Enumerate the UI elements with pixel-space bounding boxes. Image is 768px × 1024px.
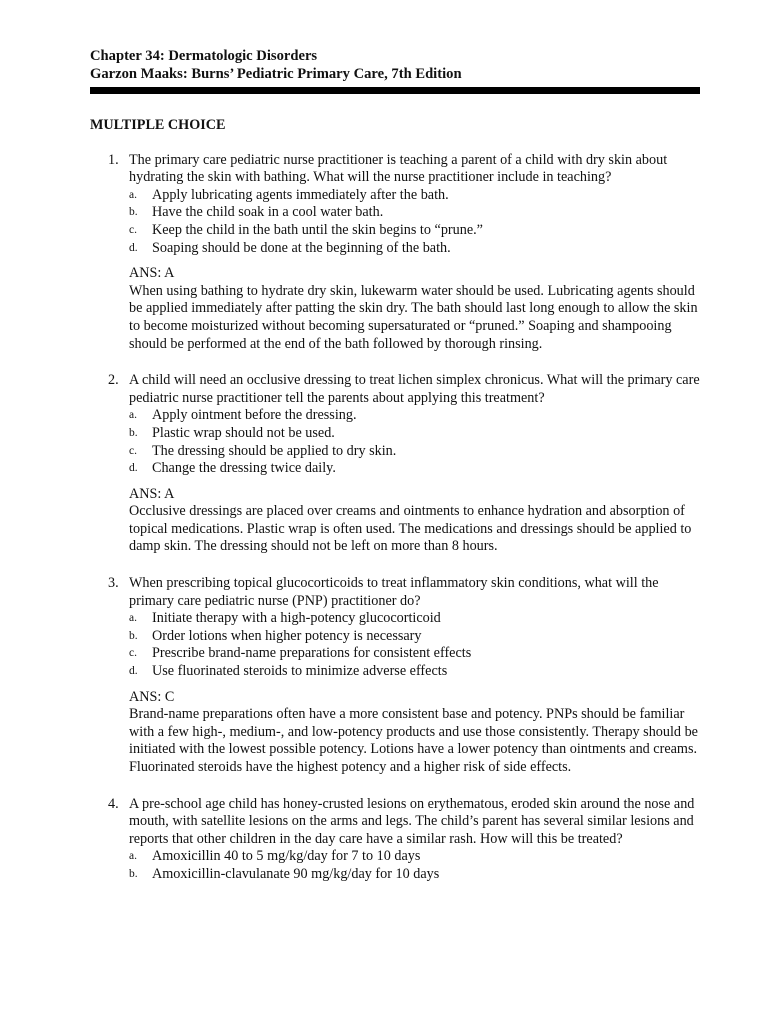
question-stem-row (90, 575, 700, 610)
choice-text: Initiate therapy with a high-potency glucocorticoid (152, 610, 441, 627)
answer-choices (129, 848, 700, 883)
choice-text: Use fluorinated steroids to minimize adverse effects (152, 663, 448, 680)
answer-choice (129, 407, 700, 425)
answer-choice (129, 610, 700, 628)
choice-letter: c. (129, 223, 137, 236)
choice-letter: d. (129, 665, 138, 678)
answer-block (129, 265, 700, 353)
question-stem-row (90, 796, 700, 849)
answer-choice (129, 425, 700, 443)
answer-key: ANS: A (129, 485, 175, 502)
answer-rationale: When using bathing to hydrate dry skin, lukewarm water should be used. Lubricating agents should be applied immediately after patting the skin dry. The bath should last long enough to allow the skin to become moisturized without becoming supersaturated or “pruned.” Soaping and shampooing should be performed at the end of the bath followed by thorough rinsing. (129, 282, 698, 352)
answer-choice (129, 204, 700, 222)
document-page (90, 47, 700, 884)
question-stem-row (90, 152, 700, 187)
question-item (90, 575, 700, 777)
answer-choice (129, 663, 700, 681)
answer-choice (129, 222, 700, 240)
choice-text: Keep the child in the bath until the skin begins to “prune.” (152, 221, 483, 238)
answer-block (129, 689, 700, 777)
choice-letter: b. (129, 206, 138, 219)
choice-text: Apply ointment before the dressing. (152, 407, 357, 424)
question-stem: A pre-school age child has honey-crusted lesions on erythematous, eroded skin around the nose and mouth, with satellite lesions on the arms and legs. The child’s parent has several similar lesions and reports that other children in the day care have a similar rash. How will this be treated? (129, 795, 695, 847)
choice-text: Order lotions when higher potency is necessary (152, 627, 422, 644)
question-item (90, 796, 700, 884)
header-rule (90, 87, 700, 94)
question-number: 2. (108, 372, 119, 389)
answer-choice (129, 628, 700, 646)
answer-rationale: Brand-name preparations often have a more consistent base and potency. PNPs should be familiar with a few high-, medium-, and low-potency products and use those consistently. Therapy should be initiated with the lowest possible potency. Lotions have a lower potency than ointments and creams. Fluorinated steroids have the highest potency and a higher risk of side effects. (129, 706, 698, 775)
question-item (90, 372, 700, 556)
answer-choice (129, 866, 700, 884)
question-stem: A child will need an occlusive dressing to treat lichen simplex chronicus. What will the primary care pediatric nurse practitioner tell the parents about applying this treatment? (129, 372, 700, 406)
choice-text: Prescribe brand-name preparations for consistent effects (152, 645, 472, 662)
choice-letter: d. (129, 462, 138, 475)
choice-letter: b. (129, 426, 138, 439)
choice-letter: c. (129, 444, 137, 457)
choice-letter: a. (129, 409, 137, 422)
choice-text: Plastic wrap should not be used. (152, 424, 335, 441)
question-number: 3. (108, 575, 119, 592)
choice-letter: a. (129, 850, 137, 863)
answer-key: ANS: A (129, 265, 175, 282)
question-item (90, 152, 700, 354)
choice-letter: b. (129, 867, 138, 880)
answer-choices (129, 187, 700, 257)
choice-text: Amoxicillin-clavulanate 90 mg/kg/day for 10 days (152, 865, 440, 882)
answer-choice (129, 460, 700, 478)
question-stem: When prescribing topical glucocorticoids to treat inflammatory skin conditions, what will the primary care pediatric nurse (PNP) practitioner do? (129, 575, 659, 609)
question-list (90, 152, 700, 884)
question-number: 1. (108, 151, 119, 168)
answer-choices (129, 407, 700, 477)
choice-text: Apply lubricating agents immediately after the bath. (152, 186, 449, 203)
answer-choice (129, 187, 700, 205)
answer-choices (129, 610, 700, 680)
choice-text: Amoxicillin 40 to 5 mg/kg/day for 7 to 10 days (152, 848, 421, 865)
answer-choice (129, 848, 700, 866)
chapter-title: Chapter 34: Dermatologic Disorders (90, 48, 318, 64)
choice-text: Have the child soak in a cool water bath. (152, 204, 384, 221)
answer-choice (129, 240, 700, 258)
choice-letter: a. (129, 612, 137, 625)
answer-block (129, 486, 700, 556)
answer-choice (129, 645, 700, 663)
book-title: Garzon Maaks: Burns’ Pediatric Primary Care, 7th Edition (90, 66, 462, 82)
choice-letter: b. (129, 629, 138, 642)
answer-rationale: Occlusive dressings are placed over creams and ointments to enhance hydration and absorption of topical medications. Plastic wrap is often used. The medications and dressings should be applied to damp skin. The dressing should not be left on more than 8 hours. (129, 503, 692, 555)
question-number: 4. (108, 795, 119, 812)
choice-text: Soaping should be done at the beginning of the bath. (152, 239, 451, 256)
question-stem-row (90, 372, 700, 407)
choice-text: Change the dressing twice daily. (152, 460, 336, 477)
answer-choice (129, 443, 700, 461)
answer-key: ANS: C (129, 688, 175, 705)
choice-letter: d. (129, 241, 138, 254)
section-title: MULTIPLE CHOICE (90, 117, 226, 133)
question-stem: The primary care pediatric nurse practitioner is teaching a parent of a child with dry skin about hydrating the skin with bathing. What will the nurse practitioner include in teaching? (129, 151, 668, 186)
choice-letter: c. (129, 647, 137, 660)
choice-text: The dressing should be applied to dry skin. (152, 442, 397, 459)
choice-letter: a. (129, 188, 137, 201)
